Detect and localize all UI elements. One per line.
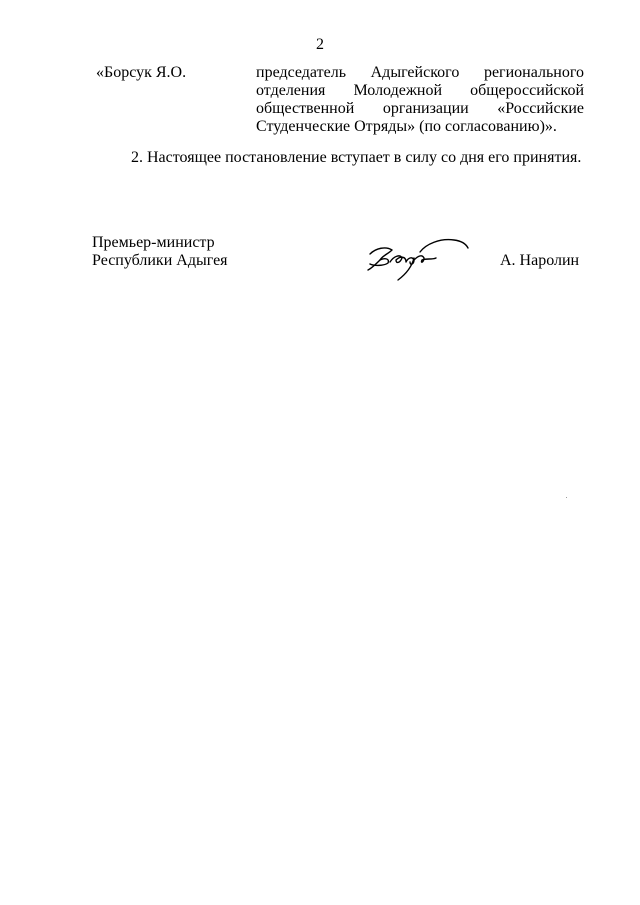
- paragraph-effective-date: 2. Настоящее постановление вступает в силу со дня его принятия.: [131, 149, 582, 166]
- scan-speck: [566, 497, 567, 498]
- page-number: 2: [316, 36, 324, 53]
- member-role-line: председатель Адыгейского регионального: [256, 64, 584, 81]
- member-name: «Борсук Я.О.: [96, 64, 187, 81]
- member-role-line: общественной организации «Российские: [256, 100, 584, 117]
- signer-name: А. Наролин: [500, 252, 580, 269]
- member-role-line: отделения Молодежной общероссийской: [256, 82, 584, 99]
- member-role: [256, 64, 584, 136]
- signer-title: [92, 234, 228, 270]
- signature-image: [362, 236, 472, 286]
- signer-title-line-2: Республики Адыгея: [92, 252, 228, 269]
- signer-title-line-1: Премьер-министр: [92, 234, 215, 251]
- member-role-line: Студенческие Отряды» (по согласованию)».: [256, 118, 557, 135]
